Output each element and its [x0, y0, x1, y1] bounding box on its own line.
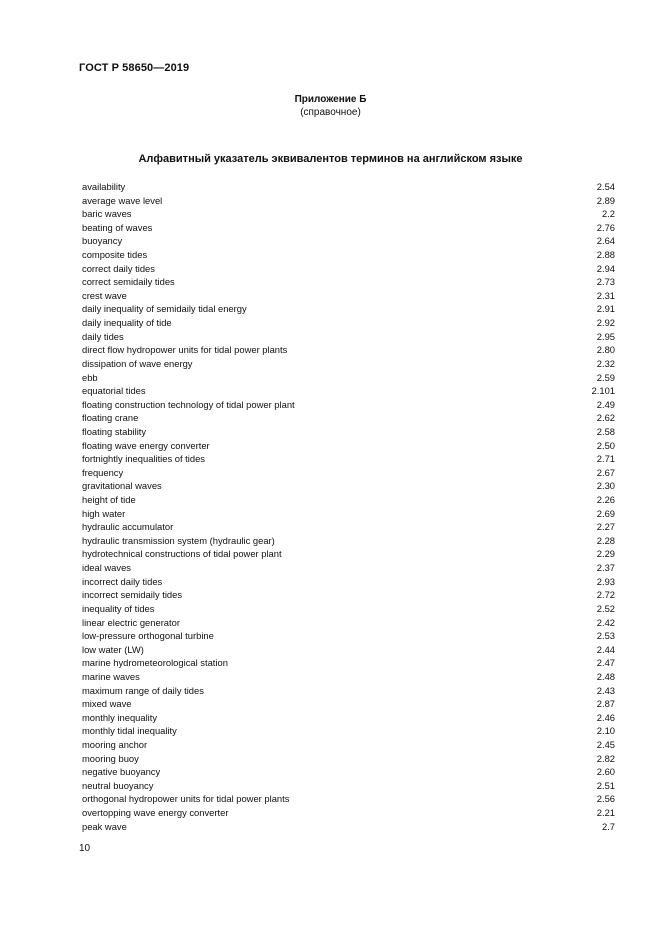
term-reference: 2.28	[596, 534, 615, 546]
term-entry	[82, 262, 615, 276]
page-number: 10	[79, 843, 91, 854]
term-text: daily inequality of tide	[82, 317, 172, 329]
term-entry	[82, 738, 615, 752]
term-reference: 2.10	[596, 725, 615, 737]
term-entry	[82, 588, 615, 602]
term-text: incorrect semidaily tides	[82, 589, 183, 601]
term-reference: 2.52	[596, 602, 615, 614]
term-entry	[82, 643, 615, 657]
term-reference: 2.48	[596, 670, 615, 682]
term-entry	[82, 479, 615, 493]
term-entry	[82, 411, 615, 425]
term-entry	[82, 697, 615, 711]
term-text: crest wave	[82, 289, 127, 301]
term-reference: 2.47	[596, 657, 615, 669]
term-reference: 2.42	[596, 616, 615, 628]
term-reference: 2.60	[596, 766, 615, 778]
term-reference: 2.91	[596, 303, 615, 315]
term-reference: 2.62	[596, 412, 615, 424]
term-entry	[82, 575, 615, 589]
term-reference: 2.46	[596, 711, 615, 723]
term-entry	[82, 221, 615, 235]
term-reference: 2.27	[596, 521, 615, 533]
term-reference: 2.89	[596, 194, 615, 206]
term-reference: 2.26	[596, 494, 615, 506]
appendix-subtitle: (справочное)	[300, 107, 361, 118]
term-reference: 2.21	[596, 807, 615, 819]
term-reference: 2.29	[596, 548, 615, 560]
term-entry	[82, 656, 615, 670]
term-reference: 2.56	[596, 793, 615, 805]
term-text: floating stability	[82, 425, 147, 437]
term-reference: 2.30	[596, 480, 615, 492]
term-text: average wave level	[82, 194, 163, 206]
term-reference: 2.58	[596, 425, 615, 437]
term-reference: 2.49	[596, 398, 615, 410]
appendix-title: Приложение Б	[294, 94, 367, 105]
term-entry	[82, 752, 615, 766]
term-entry	[82, 371, 615, 385]
term-entry	[82, 466, 615, 480]
term-entry	[82, 806, 615, 820]
term-reference: 2.92	[596, 317, 615, 329]
term-entry	[82, 534, 615, 548]
term-entry	[82, 493, 615, 507]
term-entry	[82, 234, 615, 248]
term-text: dissipation of wave energy	[82, 357, 193, 369]
term-text: daily tides	[82, 330, 124, 342]
term-entry	[82, 425, 615, 439]
term-reference: 2.59	[596, 371, 615, 383]
term-text: mixed wave	[82, 698, 132, 710]
term-reference: 2.71	[596, 453, 615, 465]
term-text: neutral buoyancy	[82, 779, 154, 791]
term-entry	[82, 561, 615, 575]
appendix-heading	[0, 93, 661, 119]
term-text: fortnightly inequalities of tides	[82, 453, 205, 465]
term-reference: 2.95	[596, 330, 615, 342]
term-index-list	[82, 180, 615, 833]
term-text: ebb	[82, 371, 98, 383]
term-reference: 2.76	[596, 221, 615, 233]
term-reference: 2.51	[596, 779, 615, 791]
term-reference: 2.80	[596, 344, 615, 356]
term-reference: 2.2	[601, 208, 615, 220]
term-entry	[82, 439, 615, 453]
term-text: low water (LW)	[82, 643, 144, 655]
term-entry	[82, 302, 615, 316]
term-text: inequality of tides	[82, 602, 155, 614]
term-text: availability	[82, 181, 126, 192]
term-reference: 2.69	[596, 507, 615, 519]
term-reference: 2.101	[591, 385, 615, 397]
document-code: ГОСТ Р 58650—2019	[79, 62, 190, 74]
term-text: monthly tidal inequality	[82, 725, 177, 737]
term-text: orthogonal hydropower units for tidal power plants	[82, 793, 290, 805]
term-reference: 2.72	[596, 589, 615, 601]
term-text: overtopping wave energy converter	[82, 807, 229, 819]
term-entry	[82, 289, 615, 303]
term-text: negative buoyancy	[82, 766, 161, 778]
term-text: peak wave	[82, 820, 127, 832]
term-reference: 2.43	[596, 684, 615, 696]
term-entry	[82, 616, 615, 630]
term-reference: 2.93	[596, 575, 615, 587]
term-reference: 2.88	[596, 249, 615, 261]
term-entry	[82, 711, 615, 725]
term-entry	[82, 194, 615, 208]
term-entry	[82, 779, 615, 793]
term-text: low-pressure orthogonal turbine	[82, 630, 214, 642]
term-entry	[82, 398, 615, 412]
term-text: linear electric generator	[82, 616, 180, 628]
term-text: frequency	[82, 466, 124, 478]
term-entry	[82, 343, 615, 357]
term-text: baric waves	[82, 208, 132, 220]
term-text: floating crane	[82, 412, 139, 424]
term-entry	[82, 330, 615, 344]
term-entry	[82, 670, 615, 684]
term-reference: 2.50	[596, 439, 615, 451]
term-entry	[82, 547, 615, 561]
term-entry	[82, 792, 615, 806]
term-text: mooring buoy	[82, 752, 139, 764]
term-text: hydraulic transmission system (hydraulic gear)	[82, 534, 275, 546]
index-title: Алфавитный указатель эквивалентов терминов на английском языке	[138, 153, 523, 165]
term-text: height of tide	[82, 494, 136, 506]
term-reference: 2.54	[596, 181, 615, 192]
term-text: marine hydrometeorological station	[82, 657, 228, 669]
term-entry	[82, 520, 615, 534]
term-reference: 2.45	[596, 738, 615, 750]
term-entry	[82, 724, 615, 738]
term-entry	[82, 384, 615, 398]
term-reference: 2.53	[596, 630, 615, 642]
term-entry	[82, 765, 615, 779]
term-entry	[82, 629, 615, 643]
term-entry	[82, 452, 615, 466]
term-text: monthly inequality	[82, 711, 158, 723]
term-reference: 2.31	[596, 289, 615, 301]
term-text: floating construction technology of tidal power plant	[82, 398, 295, 410]
term-entry	[82, 275, 615, 289]
term-entry	[82, 248, 615, 262]
term-reference: 2.64	[596, 235, 615, 247]
term-text: marine waves	[82, 670, 140, 682]
term-text: high water	[82, 507, 126, 519]
term-reference: 2.37	[596, 562, 615, 574]
term-entry	[82, 820, 615, 834]
term-text: buoyancy	[82, 235, 123, 247]
term-entry	[82, 207, 615, 221]
term-entry	[82, 507, 615, 521]
term-reference: 2.87	[596, 698, 615, 710]
term-text: maximum range of daily tides	[82, 684, 204, 696]
term-text: gravitational waves	[82, 480, 162, 492]
term-text: daily inequality of semidaily tidal energy	[82, 303, 247, 315]
term-reference: 2.82	[596, 752, 615, 764]
term-reference: 2.94	[596, 262, 615, 274]
term-reference: 2.44	[596, 643, 615, 655]
term-entry	[82, 316, 615, 330]
term-text: hydrotechnical constructions of tidal power plant	[82, 548, 282, 560]
term-text: correct semidaily tides	[82, 276, 175, 288]
term-reference: 2.7	[601, 820, 615, 832]
term-entry	[82, 357, 615, 371]
term-text: mooring anchor	[82, 738, 148, 750]
term-entry	[82, 684, 615, 698]
term-text: composite tides	[82, 249, 148, 261]
term-text: hydraulic accumulator	[82, 521, 174, 533]
term-reference: 2.67	[596, 466, 615, 478]
term-entry	[82, 602, 615, 616]
term-reference: 2.73	[596, 276, 615, 288]
term-entry	[82, 180, 615, 194]
term-text: floating wave energy converter	[82, 439, 210, 451]
term-text: incorrect daily tides	[82, 575, 163, 587]
term-text: beating of waves	[82, 221, 153, 233]
term-text: equatorial tides	[82, 385, 146, 397]
term-text: ideal waves	[82, 562, 131, 574]
term-text: correct daily tides	[82, 262, 155, 274]
term-reference: 2.32	[596, 357, 615, 369]
term-text: direct flow hydropower units for tidal power plants	[82, 344, 288, 356]
